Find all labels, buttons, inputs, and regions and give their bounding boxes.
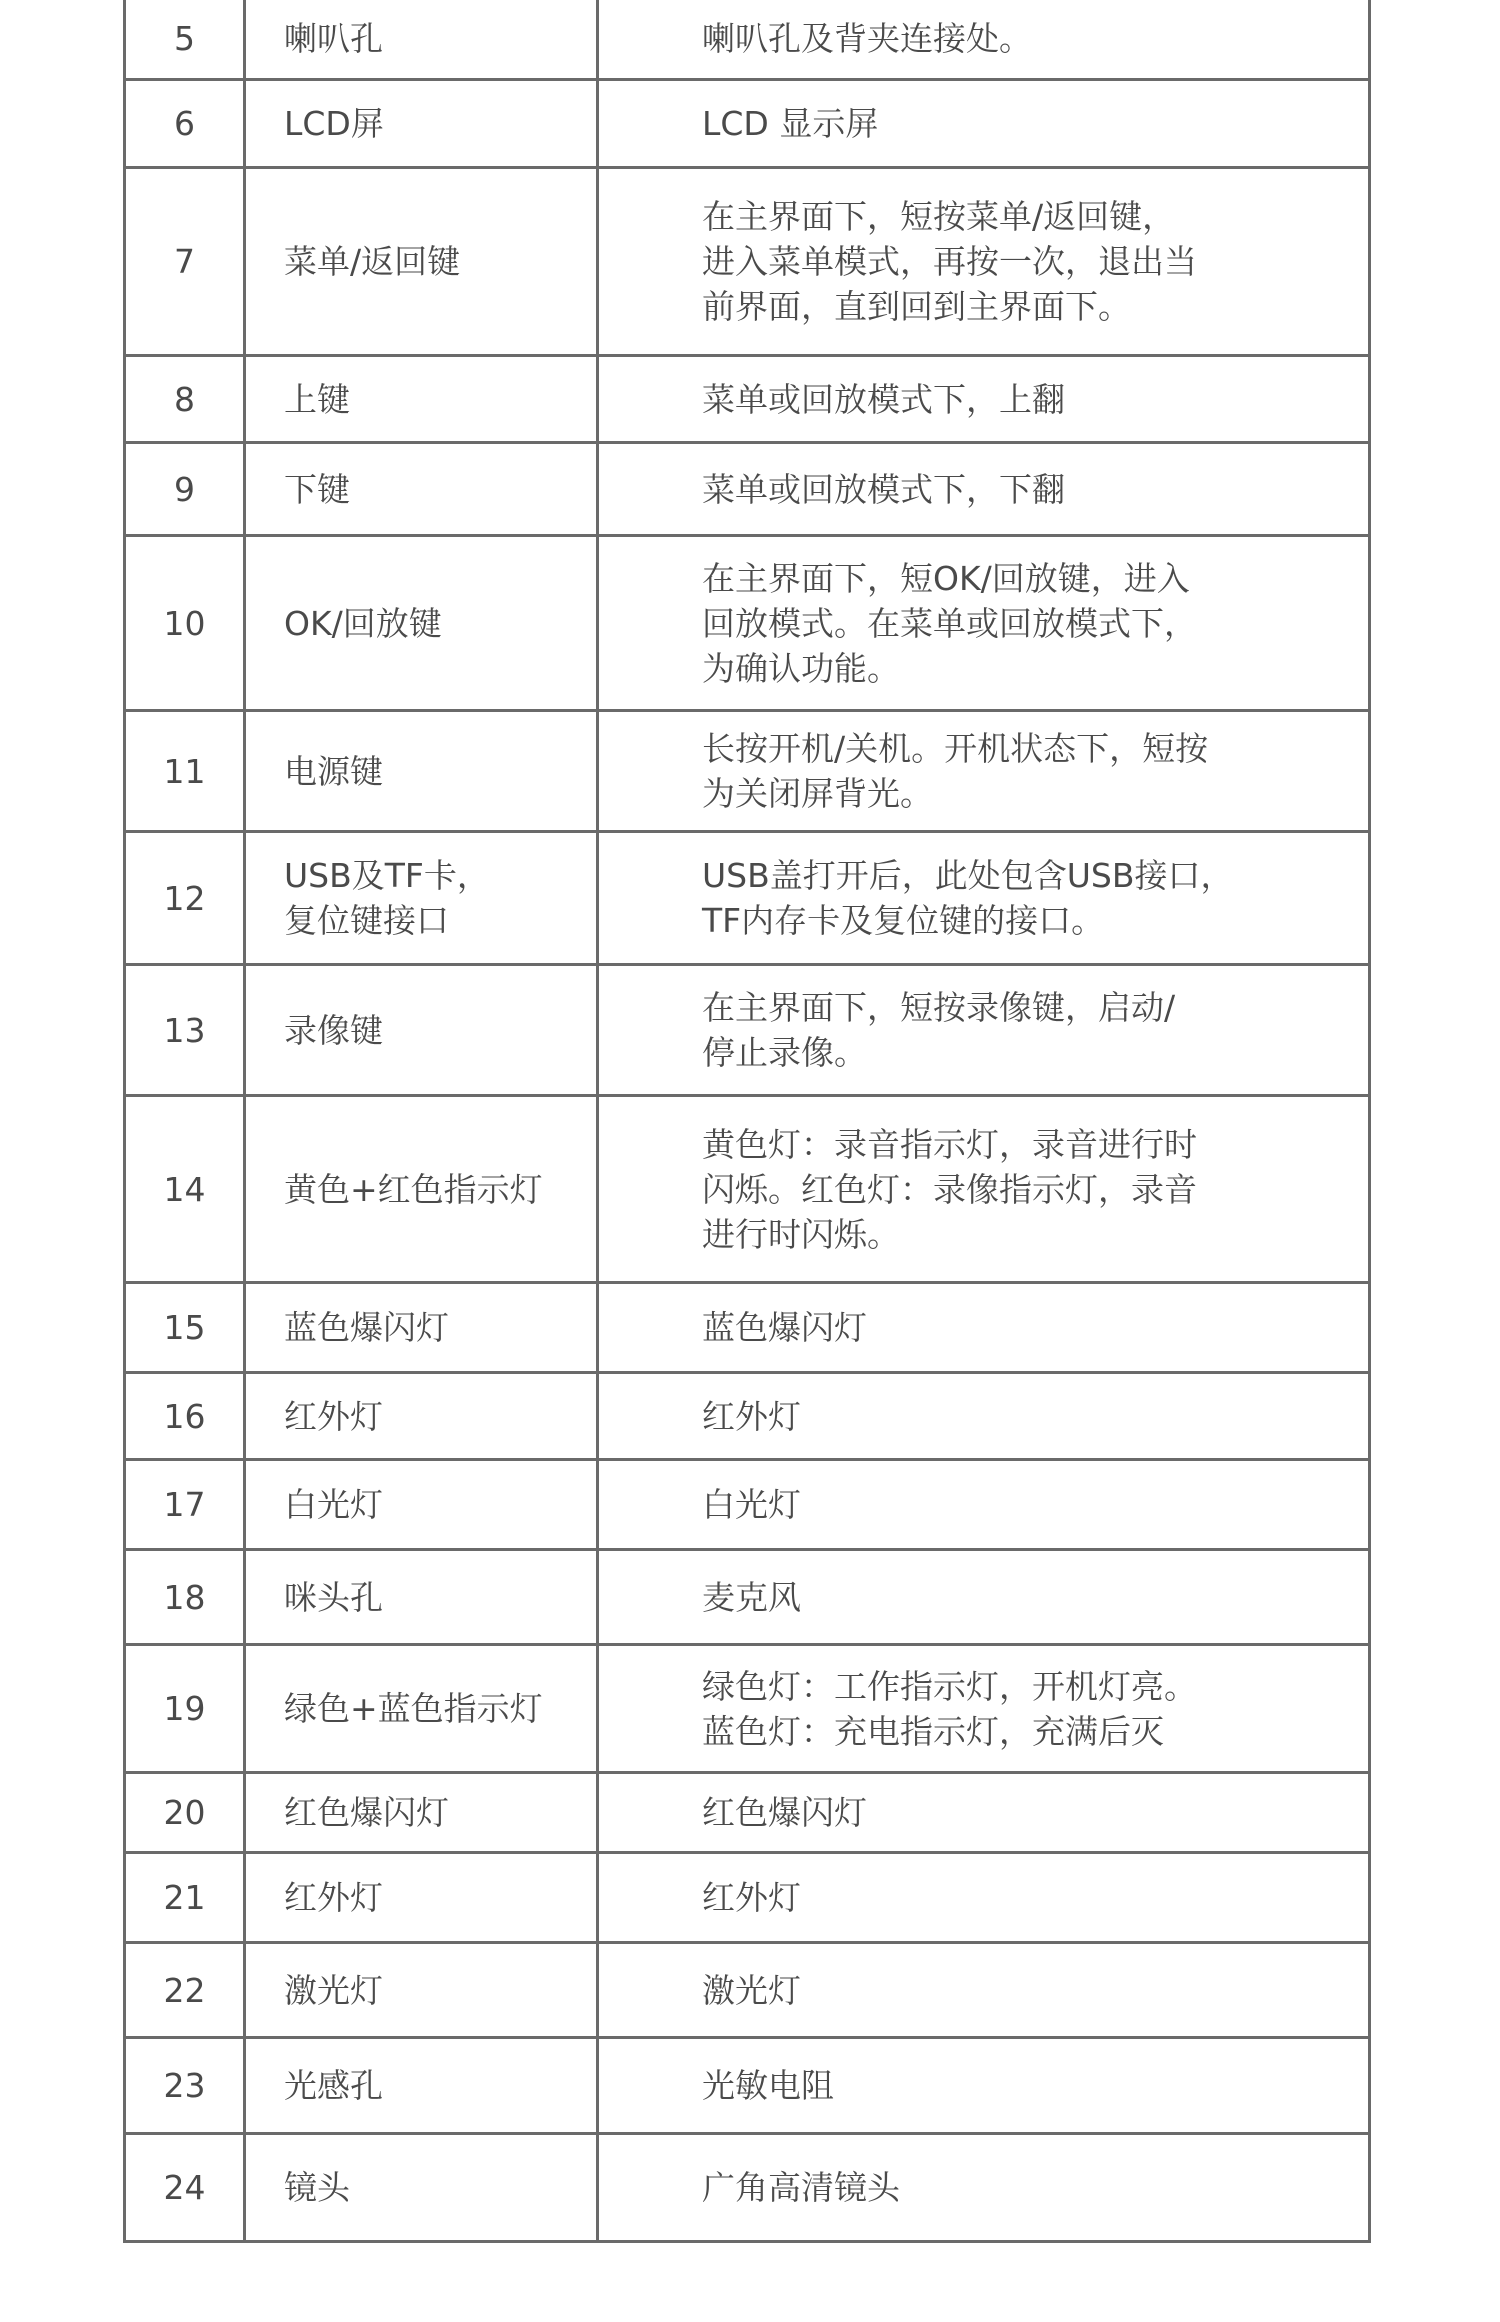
description-line: LCD 显示屏	[702, 104, 879, 143]
description-line: 喇叭孔及背夹连接处。	[702, 19, 1032, 58]
part-name-cell	[245, 536, 598, 711]
part-name-line: 光感孔	[284, 2066, 383, 2105]
part-name-line: 电源键	[284, 751, 383, 791]
part-name-line: 复位键接口	[284, 901, 449, 940]
description-line: 红外灯	[702, 1396, 801, 1436]
row-number: 19	[125, 1645, 245, 1773]
part-description-cell	[598, 1645, 1370, 1773]
table-body	[125, 0, 1370, 2242]
table-row	[125, 1773, 1370, 1853]
table-row	[125, 536, 1370, 711]
description-line: 红色爆闪灯	[702, 1793, 867, 1832]
part-name-cell	[245, 711, 598, 832]
part-name-line: 绿色+蓝色指示灯	[284, 1689, 543, 1728]
table-row	[125, 1096, 1370, 1283]
row-number: 7	[125, 168, 245, 356]
row-number: 12	[125, 832, 245, 965]
row-number: 23	[125, 2038, 245, 2134]
part-description-cell	[598, 711, 1370, 832]
description-line: 进行时闪烁。	[702, 1214, 900, 1254]
part-name-line: 镜头	[284, 2168, 350, 2207]
row-number: 8	[125, 356, 245, 443]
part-description-cell	[598, 356, 1370, 443]
description-line: 菜单或回放模式下，下翻	[702, 469, 1065, 509]
part-name-line: 下键	[284, 469, 350, 509]
table-row	[125, 1853, 1370, 1943]
part-name-cell	[245, 965, 598, 1096]
part-name-line: USB及TF卡，	[284, 856, 490, 895]
part-description-cell	[598, 1773, 1370, 1853]
part-name-line: 激光灯	[284, 1970, 383, 2010]
part-name-cell	[245, 832, 598, 965]
part-description-cell	[598, 1096, 1370, 1283]
part-name-line: 红外灯	[284, 1878, 383, 1917]
part-description-cell	[598, 832, 1370, 965]
row-number: 6	[125, 80, 245, 168]
row-number: 16	[125, 1373, 245, 1460]
description-line: 蓝色灯：充电指示灯，充满后灭	[702, 1711, 1164, 1751]
part-name-cell	[245, 1773, 598, 1853]
part-name-line: 上键	[284, 379, 350, 419]
description-line: 光敏电阻	[702, 2066, 834, 2105]
table-row	[125, 168, 1370, 356]
description-line: USB盖打开后，此处包含USB接口，	[702, 856, 1234, 895]
part-name-cell	[245, 2134, 598, 2242]
part-name-line: OK/回放键	[284, 603, 442, 643]
part-name-line: 喇叭孔	[284, 19, 383, 58]
row-number: 15	[125, 1283, 245, 1373]
table-row	[125, 2134, 1370, 2242]
part-description-cell	[598, 1373, 1370, 1460]
part-name-cell	[245, 1550, 598, 1645]
part-name-line: 蓝色爆闪灯	[284, 1308, 449, 1347]
row-number: 18	[125, 1550, 245, 1645]
part-name-line: 菜单/返回键	[284, 242, 461, 281]
part-description-cell	[598, 1550, 1370, 1645]
description-line: 为确认功能。	[702, 648, 900, 688]
row-number: 22	[125, 1943, 245, 2038]
description-line: 长按开机/关机。开机状态下，短按	[702, 729, 1209, 768]
row-number: 17	[125, 1460, 245, 1550]
description-line: 激光灯	[702, 1970, 801, 2010]
part-name-cell	[245, 80, 598, 168]
part-description-cell	[598, 1460, 1370, 1550]
table-row	[125, 2038, 1370, 2134]
table-row	[125, 711, 1370, 832]
part-description-cell	[598, 0, 1370, 80]
part-name-line: LCD屏	[284, 104, 384, 143]
part-description-cell	[598, 443, 1370, 536]
part-description-cell	[598, 536, 1370, 711]
part-description-cell	[598, 2134, 1370, 2242]
part-name-line: 黄色+红色指示灯	[284, 1169, 543, 1209]
row-number: 14	[125, 1096, 245, 1283]
part-name-line: 红外灯	[284, 1396, 383, 1436]
part-description-cell	[598, 80, 1370, 168]
description-line: 前界面，直到回到主界面下。	[702, 287, 1131, 326]
part-name-cell	[245, 443, 598, 536]
part-description-cell	[598, 168, 1370, 356]
part-name-line: 红色爆闪灯	[284, 1793, 449, 1832]
description-line: 菜单或回放模式下，上翻	[702, 379, 1065, 419]
table-row	[125, 1550, 1370, 1645]
row-number: 20	[125, 1773, 245, 1853]
part-description-cell	[598, 2038, 1370, 2134]
table-row	[125, 1460, 1370, 1550]
description-line: 白光灯	[702, 1485, 801, 1524]
description-line: 广角高清镜头	[702, 2168, 900, 2207]
part-name-cell	[245, 356, 598, 443]
description-line: 闪烁。红色灯：录像指示灯，录音	[702, 1169, 1197, 1209]
row-number: 13	[125, 965, 245, 1096]
row-number: 5	[125, 0, 245, 80]
table-row	[125, 443, 1370, 536]
parts-description-table	[123, 0, 1371, 2243]
description-line: 麦克风	[702, 1577, 801, 1617]
part-name-cell	[245, 1283, 598, 1373]
row-number: 10	[125, 536, 245, 711]
part-name-cell	[245, 0, 598, 80]
part-name-cell	[245, 1460, 598, 1550]
row-number: 11	[125, 711, 245, 832]
table-row	[125, 1645, 1370, 1773]
row-number: 9	[125, 443, 245, 536]
row-number: 21	[125, 1853, 245, 1943]
row-number: 24	[125, 2134, 245, 2242]
part-description-cell	[598, 1943, 1370, 2038]
table-row	[125, 80, 1370, 168]
description-line: 回放模式。在菜单或回放模式下，	[702, 603, 1197, 643]
part-description-cell	[598, 1853, 1370, 1943]
table-row	[125, 965, 1370, 1096]
description-line: 蓝色爆闪灯	[702, 1308, 867, 1347]
description-line: 黄色灯：录音指示灯，录音进行时	[702, 1124, 1197, 1164]
description-line: 停止录像。	[702, 1033, 867, 1072]
part-name-cell	[245, 168, 598, 356]
part-name-cell	[245, 1373, 598, 1460]
part-name-cell	[245, 1096, 598, 1283]
description-line: 红外灯	[702, 1878, 801, 1917]
table-row	[125, 1283, 1370, 1373]
part-name-cell	[245, 2038, 598, 2134]
part-name-line: 录像键	[284, 1010, 383, 1050]
part-description-cell	[598, 1283, 1370, 1373]
table-row	[125, 356, 1370, 443]
description-line: 在主界面下，短按菜单/返回键，	[702, 197, 1176, 236]
table-row	[125, 0, 1370, 80]
table-row	[125, 832, 1370, 965]
description-line: 进入菜单模式，再按一次，退出当	[702, 242, 1197, 281]
description-line: 绿色灯：工作指示灯，开机灯亮。	[702, 1666, 1197, 1706]
table-row	[125, 1373, 1370, 1460]
part-name-line: 咪头孔	[284, 1577, 383, 1617]
part-description-cell	[598, 965, 1370, 1096]
part-name-cell	[245, 1853, 598, 1943]
description-line: 在主界面下，短按录像键，启动/	[702, 988, 1176, 1027]
part-name-cell	[245, 1943, 598, 2038]
part-name-cell	[245, 1645, 598, 1773]
table-row	[125, 1943, 1370, 2038]
description-line: TF内存卡及复位键的接口。	[702, 901, 1105, 940]
description-line: 在主界面下，短OK/回放键，进入	[702, 558, 1190, 598]
part-name-line: 白光灯	[284, 1485, 383, 1524]
description-line: 为关闭屏背光。	[702, 774, 933, 813]
